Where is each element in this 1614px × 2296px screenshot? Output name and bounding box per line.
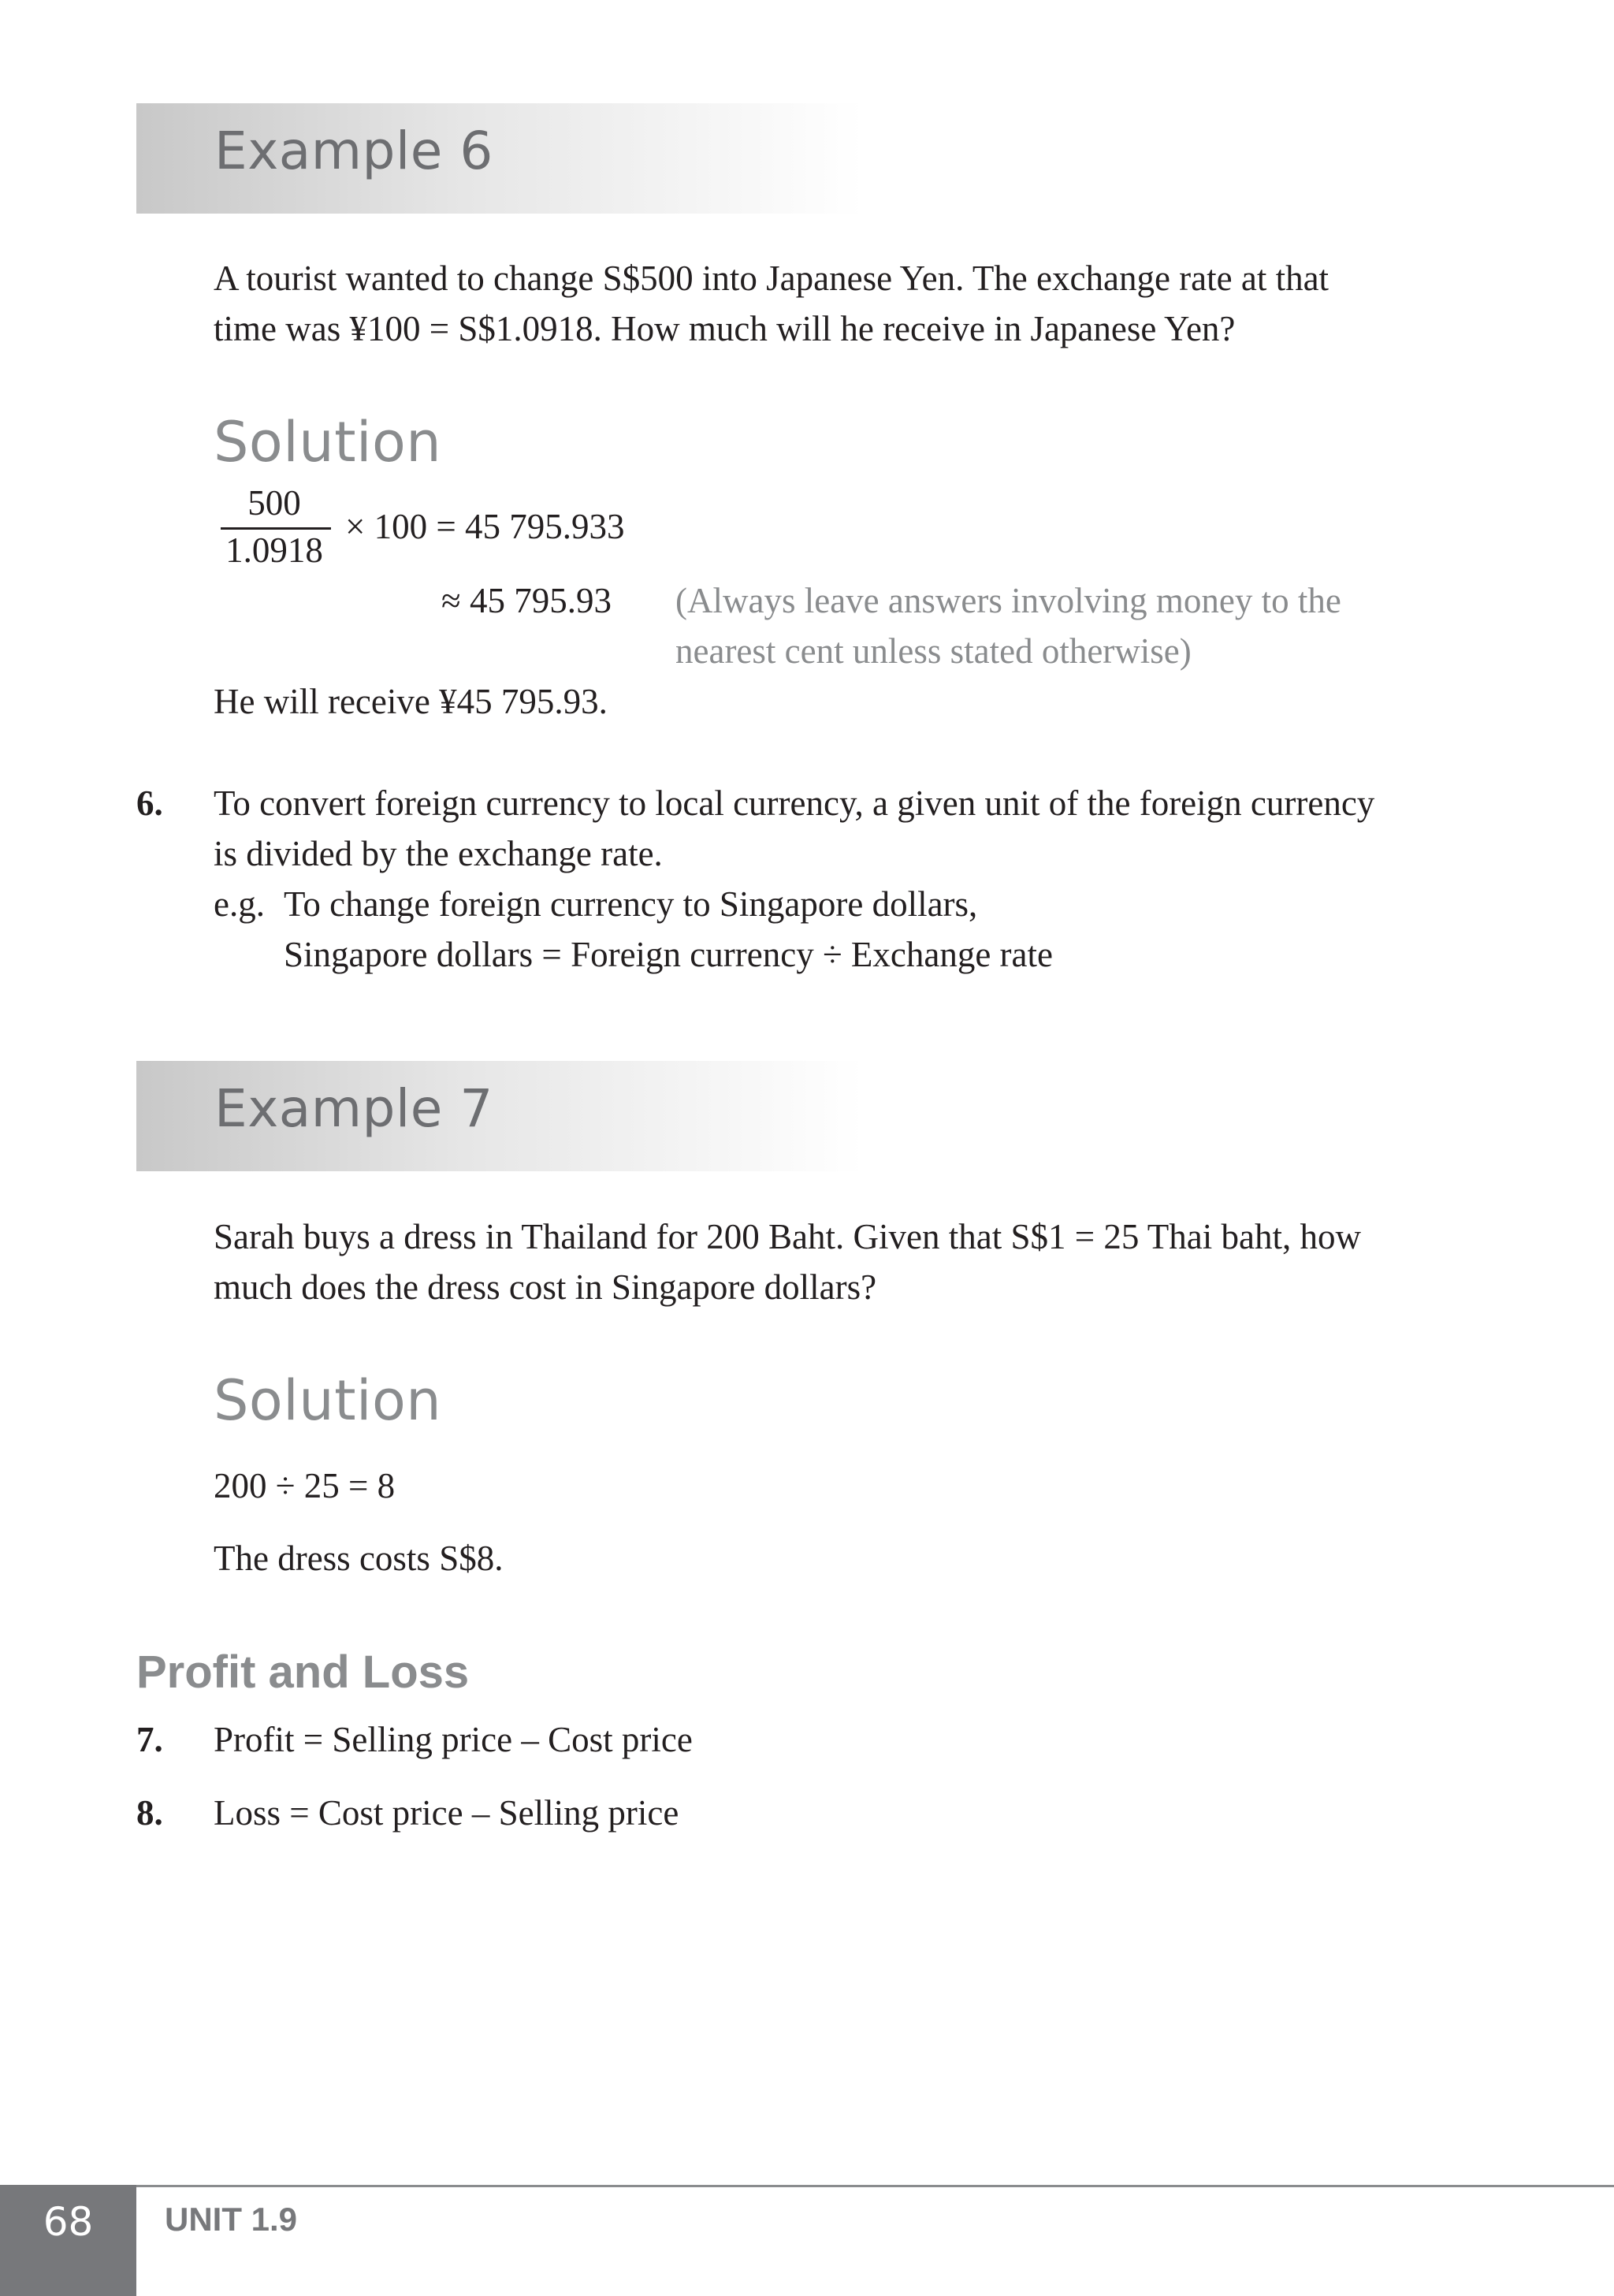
profit-and-loss-title: Profit and Loss	[136, 1647, 470, 1698]
example-6-answer: He will receive ¥45 795.93.	[214, 682, 608, 721]
fraction-numerator: 500	[247, 483, 301, 523]
example-7-question-line-2: much does the dress cost in Singapore dollars?	[214, 1267, 877, 1307]
example-6-approx: ≈ 45 795.93	[441, 581, 612, 620]
example-6-title: Example 6	[214, 121, 493, 181]
example-7-solution-title: Solution	[214, 1368, 442, 1433]
point-6-number: 6.	[136, 783, 163, 823]
example-7-question-line-1: Sarah buys a dress in Thailand for 200 Baht. Given that S$1 = 25 Thai baht, how	[214, 1217, 1361, 1256]
example-6-calc: × 100 = 45 795.933	[345, 507, 625, 546]
item-8-number: 8.	[136, 1793, 163, 1833]
example-7-answer: The dress costs S$8.	[214, 1539, 504, 1578]
example-7-title: Example 7	[214, 1078, 493, 1139]
item-7-number: 7.	[136, 1720, 163, 1759]
example-6-question-line-2: time was ¥100 = S$1.0918. How much will he receive in Japanese Yen?	[214, 309, 1236, 348]
example-7-calc: 200 ÷ 25 = 8	[214, 1466, 396, 1505]
point-6-line-1: To convert foreign currency to local currency, a given unit of the foreign currency	[214, 783, 1375, 823]
page-number-box	[0, 2185, 136, 2296]
item-7-text: Profit = Selling price – Cost price	[214, 1720, 693, 1759]
footer-divider	[136, 2185, 1614, 2187]
point-6-eg-line-1: To change foreign currency to Singapore dollars,	[284, 884, 978, 924]
point-6-eg-label: e.g.	[214, 884, 265, 924]
example-6-question-line-1: A tourist wanted to change S$500 into Japanese Yen. The exchange rate at that	[214, 259, 1330, 298]
example-6-note-line-2: nearest cent unless stated otherwise)	[675, 631, 1192, 671]
example-6-solution-title: Solution	[214, 410, 442, 474]
fraction-denominator: 1.0918	[225, 530, 323, 570]
example-6-banner	[136, 103, 863, 214]
item-8-text: Loss = Cost price – Selling price	[214, 1793, 679, 1833]
point-6-line-2: is divided by the exchange rate.	[214, 834, 663, 873]
example-7-banner	[136, 1061, 863, 1171]
example-6-note-line-1: (Always leave answers involving money to the	[675, 581, 1341, 620]
unit-label: UNIT 1.9	[165, 2201, 298, 2238]
page-number: 68	[43, 2199, 94, 2245]
point-6-eg-line-2: Singapore dollars = Foreign currency ÷ Exchange rate	[284, 935, 1053, 974]
